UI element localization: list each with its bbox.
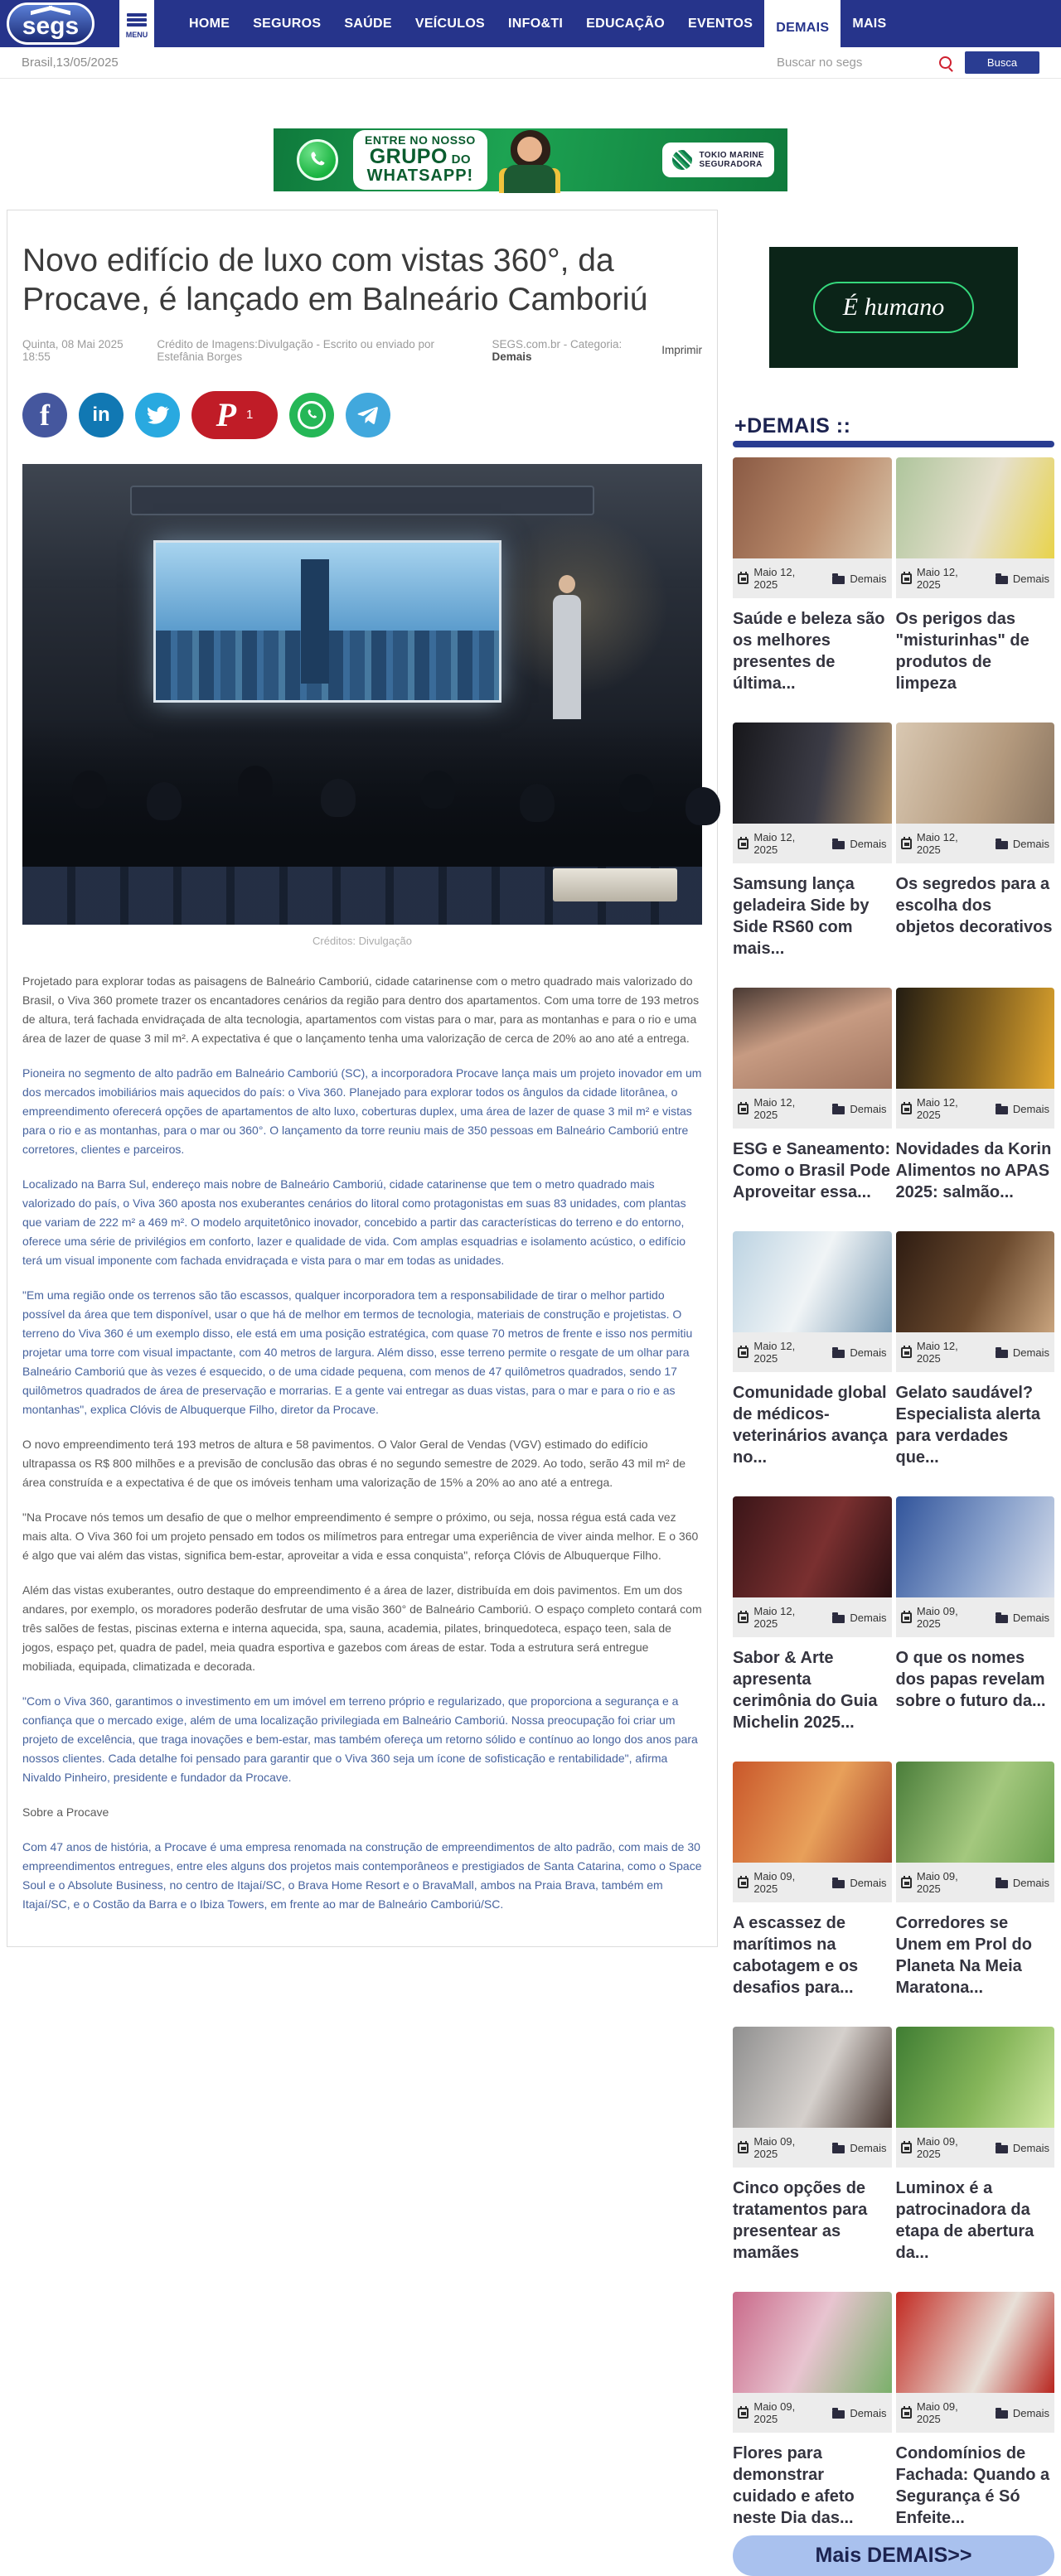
card-category[interactable]: Demais: [850, 1346, 887, 1359]
card-meta: [733, 558, 892, 598]
whatsapp-icon: [297, 139, 338, 181]
hamburger-icon: [127, 13, 147, 17]
search-icon[interactable]: [939, 56, 952, 69]
photo-presenter: [553, 595, 581, 719]
whatsapp-share-icon[interactable]: [289, 393, 334, 437]
card-meta: [733, 2393, 892, 2433]
folder-icon: [832, 1615, 845, 1623]
more-demais-button[interactable]: Mais DEMAIS>>: [733, 2535, 1054, 2576]
calendar-icon: [738, 573, 749, 584]
calendar-icon: [738, 1612, 749, 1623]
related-card[interactable]: [733, 457, 892, 694]
ad-text: É humano: [813, 282, 975, 333]
card-category[interactable]: Demais: [1012, 1611, 1049, 1624]
section-underline: [733, 441, 1054, 447]
twitter-share-icon[interactable]: [135, 393, 180, 437]
card-thumbnail[interactable]: [896, 2027, 1055, 2128]
card-meta: [733, 1597, 892, 1637]
folder-icon: [832, 2410, 845, 2419]
article-paragraph: Além das vistas exuberantes, outro destaque do empreendimento é a área de lazer, distribuída em dois pavimentos. Em um dos andares, por exemplo, os moradores poderão desfrutar de uma visão 360° de Balneário Camboriú. O espaço completo contará com três salões de festas, piscinas externa e interna aquecida, spa, sauna, academia, pilates, brinquedoteca, espaço teen, sala de jogos, espaço pet, quadra de padel, meia quadra esportiva e gazebos com áreas de estar. Toda a estrutura será entregue mobiliada, equipada, climatizada e decorada.: [22, 1583, 702, 1673]
related-card[interactable]: [733, 1496, 892, 1733]
byline: [22, 338, 702, 363]
calendar-icon: [901, 839, 912, 849]
card-meta: [733, 1332, 892, 1372]
demais-section-header: [733, 414, 1054, 447]
print-link[interactable]: Imprimir: [661, 344, 702, 357]
related-card[interactable]: [733, 1231, 892, 1468]
card-title[interactable]: Samsung lança geladeira Side by Side RS60 com mais...: [733, 875, 870, 958]
calendar-icon: [738, 2143, 749, 2153]
card-thumbnail[interactable]: [733, 2027, 892, 2128]
related-card[interactable]: [896, 2292, 1055, 2529]
card-date: Maio 12, 2025: [753, 831, 796, 856]
card-thumbnail[interactable]: [896, 723, 1055, 824]
folder-icon: [832, 1350, 845, 1358]
card-thumbnail[interactable]: [896, 1231, 1055, 1332]
calendar-icon: [901, 2143, 912, 2153]
telegram-share-icon[interactable]: [346, 393, 390, 437]
card-category[interactable]: Demais: [1012, 2141, 1049, 2154]
card-meta: [896, 824, 1055, 863]
calendar-icon: [738, 1878, 749, 1888]
card-thumbnail[interactable]: [733, 723, 892, 824]
card-title[interactable]: Corredores se Unem em Prol do Planeta Na Meia Maratona...: [895, 1914, 1032, 1997]
card-meta: [733, 2128, 892, 2168]
card-title[interactable]: O que os nomes dos papas revelam sobre o futuro da...: [895, 1649, 1046, 1710]
calendar-icon: [738, 839, 749, 849]
folder-icon: [996, 1880, 1008, 1888]
card-meta: [733, 1863, 892, 1902]
main-content: [0, 210, 1061, 2576]
card-date: Maio 12, 2025: [753, 1096, 796, 1121]
segs-logo[interactable]: [7, 2, 94, 45]
card-date: Maio 12, 2025: [916, 1096, 958, 1121]
related-card[interactable]: [896, 1496, 1055, 1733]
card-category[interactable]: Demais: [1012, 572, 1049, 585]
card-title[interactable]: Luminox é a patrocinadora da etapa de abertura da...: [895, 2179, 1034, 2262]
article-paragraph: "Em uma região onde os terrenos são tão escassos, qualquer incorporadora tem a responsabilidade de tirar o melhor partido possível da área que tem disponível, usar o que há de melhor em termos de tecnologia, materiais de construção e projetistas. O terreno do Viva 360 é um exemplo disso, ele está em uma posição estratégica, com quase 70 metros de frente e isso nos permitiu projetar uma torre com visual impactante, com 40 metros de largura. Além disso, esse terreno permite o resgate de um olhar para Balneário Camboriú que às vezes é esquecido, o de uma cidade pequena, com menos de 47 quilômetros quadrados, sendo 17 quilômetros quadrados de área de preservação e morrarias. E a gente vai entregar as duas vistas, para o mar e para o rio e as montanhas", explica Clóvis de Albuquerque Filho, diretor da Procave.: [22, 1288, 693, 1416]
related-card[interactable]: [896, 1231, 1055, 1468]
card-date: Maio 09, 2025: [916, 1870, 958, 1895]
card-title[interactable]: Flores para demonstrar cuidado e afeto neste Dia das...: [733, 2444, 855, 2527]
card-date: Maio 12, 2025: [916, 566, 958, 591]
related-card[interactable]: [896, 1762, 1055, 1998]
card-meta: [896, 1332, 1055, 1372]
social-share-row: [22, 391, 702, 439]
search-button[interactable]: Busca: [965, 51, 1039, 74]
card-meta: [733, 1089, 892, 1129]
folder-icon: [832, 1880, 845, 1888]
folder-icon: [996, 1350, 1008, 1358]
calendar-icon: [738, 1104, 749, 1114]
article-date: Quinta, 08 Mai 2025 18:55: [22, 337, 124, 363]
card-title[interactable]: Sabor & Arte apresenta cerimônia do Guia Michelin 2025...: [733, 1649, 878, 1732]
nav-item-veiculos[interactable]: VEÍCULOS: [414, 16, 486, 31]
article: [7, 210, 718, 1947]
banner-wrap: [0, 128, 1061, 191]
related-card[interactable]: [733, 1762, 892, 1998]
whatsapp-group-banner[interactable]: [274, 128, 787, 191]
facebook-share-icon[interactable]: f: [22, 393, 67, 437]
card-thumbnail[interactable]: [733, 2292, 892, 2393]
card-category[interactable]: Demais: [850, 2141, 887, 2154]
card-thumbnail[interactable]: [733, 1496, 892, 1597]
tokio-marine-logo: TOKIO MARINE SEGURADORA: [662, 143, 774, 177]
card-thumbnail[interactable]: [896, 457, 1055, 558]
article-paragraph: Com 47 anos de história, a Procave é uma empresa renomada na construção de empreendimentos de alto padrão, com mais de 30 empreendimentos entregues, entre eles alguns dos projetos mais contemporâneos e prestigiados de Santa Catarina, como o Space Soul e o Absolute Business, no centro de Itajaí/SC, o Brava Home Resort e o BravaMall, ambos na Praia Brava, também em Itajaí/SC, e o Costão da Barra e o Ibiza Towers, em frente ao mar de Balneário Camboriú/SC.: [22, 1839, 702, 1911]
card-meta: [896, 1863, 1055, 1902]
banner-text: ENTRE NO NOSSO GRUPO DO WHATSAPP!: [353, 130, 487, 189]
category-link[interactable]: Demais: [492, 350, 532, 363]
related-card[interactable]: [896, 2027, 1055, 2264]
card-date: Maio 09, 2025: [753, 2135, 796, 2160]
folder-icon: [996, 576, 1008, 584]
folder-icon: [996, 2145, 1008, 2153]
article-paragraph: Sobre a Procave: [22, 1805, 109, 1819]
related-card[interactable]: [896, 723, 1055, 959]
related-card[interactable]: [733, 988, 892, 1203]
article-photo: [22, 464, 702, 925]
photo-presentation-screen: [153, 540, 501, 703]
related-card[interactable]: [896, 457, 1055, 694]
card-date: Maio 12, 2025: [916, 831, 958, 856]
section-title: +DEMAIS ::: [734, 414, 851, 437]
sidebar: [733, 210, 1054, 2576]
calendar-icon: [901, 2408, 912, 2419]
article-paragraph: Projetado para explorar todas as paisagens de Balneário Camboriú, cidade catarinense com o metro quadrado mais valorizado do Brasil, o Viva 360 promete trazer os encantadores cenários da região para dentro dos apartamentos. Com uma torre de 193 metros de altura, terá fachada envidraçada de alta tecnologia, apartamentos com vistas para o mar, para as montanhas e para o rio e uma área de lazer de quase 3 mil m². A expectativa é que o lançamento tenha uma valorização de cerca de 20% ao ano até a entrega.: [22, 974, 700, 1045]
card-category[interactable]: Demais: [1012, 2406, 1049, 2419]
nav-item-seguros[interactable]: SEGUROS: [253, 16, 322, 31]
card-date: Maio 12, 2025: [753, 1605, 796, 1630]
calendar-icon: [901, 1878, 912, 1888]
folder-icon: [832, 1106, 845, 1114]
folder-icon: [832, 841, 845, 849]
card-category[interactable]: Demais: [1012, 1346, 1049, 1359]
card-thumbnail[interactable]: [733, 1231, 892, 1332]
main-nav: [177, 0, 899, 47]
folder-icon: [996, 841, 1008, 849]
card-meta: [896, 1089, 1055, 1129]
folder-icon: [832, 2145, 845, 2153]
calendar-icon: [901, 1104, 912, 1114]
card-category[interactable]: Demais: [850, 1102, 887, 1115]
card-thumbnail[interactable]: [896, 1496, 1055, 1597]
article-paragraph: O novo empreendimento terá 193 metros de altura e 58 pavimentos. O Valor Geral de Vendas (VGV) estimado do edifício ultrapassa os R$ 800 milhões e a previsão de conclusão das obras é no segundo semestre de 2029. Ao todo, serão 43 mil m² de área construída e a expectativa é de que os imóveis tenham uma valorização de 15% a 20% ao ano até a entrega.: [22, 1437, 686, 1489]
pinterest-share-icon[interactable]: P 1: [191, 391, 278, 439]
card-category[interactable]: Demais: [850, 572, 887, 585]
card-meta: [733, 824, 892, 863]
card-title[interactable]: Cinco opções de tratamentos para presentear as mamães: [733, 2179, 868, 2262]
article-credit: Crédito de Imagens:Divulgação - Escrito ou enviado por Estefânia Borges: [157, 337, 435, 363]
card-category[interactable]: Demais: [1012, 1102, 1049, 1115]
nav-item-mais[interactable]: MAIS: [852, 16, 887, 31]
nav-item-demais[interactable]: DEMAIS: [764, 0, 841, 56]
tokio-marine-mark-icon: [672, 150, 692, 170]
page-title: Novo edifício de luxo com vistas 360°, da Procave, é lançado em Balneário Camboriú: [22, 243, 648, 317]
card-date: Maio 09, 2025: [753, 2400, 796, 2425]
calendar-icon: [738, 2408, 749, 2419]
card-date: Maio 12, 2025: [753, 566, 796, 591]
calendar-icon: [901, 1612, 912, 1623]
linkedin-share-icon[interactable]: in: [79, 393, 124, 437]
card-category[interactable]: Demais: [850, 1876, 887, 1889]
pinterest-count: 1: [246, 408, 254, 423]
article-body: [22, 972, 702, 1914]
card-thumbnail[interactable]: [733, 1762, 892, 1863]
folder-icon: [832, 576, 845, 584]
calendar-icon: [738, 1347, 749, 1358]
card-title[interactable]: Comunidade global de médicos-veterinários avança no...: [733, 1384, 888, 1467]
related-card[interactable]: [733, 723, 892, 959]
calendar-icon: [901, 1347, 912, 1358]
card-meta: [896, 1597, 1055, 1637]
card-date: Maio 09, 2025: [753, 1870, 796, 1895]
card-meta: [896, 558, 1055, 598]
photo-caption: Créditos: Divulgação: [312, 934, 412, 947]
card-date: Maio 09, 2025: [916, 2400, 958, 2425]
card-title[interactable]: Novidades da Korin Alimentos no APAS 2025: salmão...: [895, 1140, 1052, 1201]
nav-item-home[interactable]: HOME: [189, 16, 230, 31]
card-thumbnail[interactable]: [733, 457, 892, 558]
search-input[interactable]: [777, 56, 926, 70]
card-date: Maio 12, 2025: [916, 1340, 958, 1365]
card-title[interactable]: ESG e Saneamento: Como o Brasil Pode Aproveitar essa...: [733, 1140, 891, 1201]
menu-label: MENU: [125, 30, 148, 39]
card-thumbnail[interactable]: [896, 988, 1055, 1089]
nav-item-infoti[interactable]: INFO&TI: [508, 16, 564, 31]
card-title[interactable]: Os segredos para a escolha dos objetos decorativos: [895, 875, 1053, 936]
card-category[interactable]: Demais: [1012, 837, 1049, 850]
card-title[interactable]: Os perigos das "misturinhas" de produtos de limpeza: [895, 610, 1030, 693]
nav-item-eventos[interactable]: EVENTOS: [688, 16, 753, 31]
card-category[interactable]: Demais: [850, 1611, 887, 1624]
article-paragraph: "Na Procave nós temos um desafio de que o melhor empreendimento é sempre o próximo, ou seja, nossa régua está cada vez mais alta. O Viva 360 foi um projeto pensado em todos os milímetros para entregar uma experiência de viver ainda melhor. E o 360 é algo que vai além das vistas, significa bem-estar, aproveitar a vida e essa conquista", reforça Clóvis de Albuquerque Filho.: [22, 1510, 699, 1562]
folder-icon: [996, 1106, 1008, 1114]
nav-item-saude[interactable]: SAÚDE: [344, 16, 392, 31]
e-humano-ad[interactable]: [769, 247, 1018, 368]
card-thumbnail[interactable]: [896, 1762, 1055, 1863]
article-paragraph: Localizado na Barra Sul, endereço mais nobre de Balneário Camboriú, cidade catarinense que tem o metro quadrado mais valorizado do país, o Viva 360 aposta nos exuberantes cenários do litoral como protagonistas em suas 83 unidades, com plantas que variam de 222 m² a 469 m². O modelo arquitetônico inovador, concebido a partir das características do terreno e do entorno, oferece uma série de privilégios em conforto, lazer e qualidade de vida. Com amplas esquadrias e isolamento acústico, o edifício terá um visual imponente com fachada envidraçada e vista para o mar em todas as unidades.: [22, 1177, 686, 1267]
related-card[interactable]: [733, 2292, 892, 2529]
card-date: Maio 09, 2025: [916, 1605, 958, 1630]
card-category[interactable]: Demais: [850, 2406, 887, 2419]
article-paragraph: "Com o Viva 360, garantimos o investimento em um imóvel em terreno próprio e regularizado, que proporciona a segurança e a confiança que o mercado exige, além de uma localização privilegiada em Balneário Camboriú. Nossa preocupação foi criar um projeto de excelência, que traga inovações e bem-estar, mas também ofereça um retorno sólido e contínuo ao longo dos anos para nossos clientes. Cada detalhe foi pensado para garantir que o Viva 360 seja um ícone de sofisticação e rentabilidade", afirma Nivaldo Pinheiro, presidente e fundador da Procave.: [22, 1694, 698, 1784]
related-card[interactable]: [896, 988, 1055, 1203]
card-thumbnail[interactable]: [733, 988, 892, 1089]
card-meta: [896, 2393, 1055, 2433]
related-card[interactable]: [733, 2027, 892, 2264]
banner-person-illustration: [492, 128, 567, 191]
card-thumbnail[interactable]: [896, 2292, 1055, 2393]
calendar-icon: [901, 573, 912, 584]
subheader: [0, 47, 1061, 79]
card-title[interactable]: A escassez de marítimos na cabotagem e os desafios para...: [733, 1914, 859, 1997]
related-cards-grid: [733, 457, 1054, 2529]
folder-icon: [996, 2410, 1008, 2419]
card-category[interactable]: Demais: [1012, 1876, 1049, 1889]
article-paragraph: Pioneira no segmento de alto padrão em Balneário Camboriú (SC), a incorporadora Procave lança mais um projeto inovador em um dos mercados imobiliários mais aquecidos do país: o Viva 360. Planejado para explorar todos os ângulos da cidade litorânea, o empreendimento oferecerá opções de apartamentos de alto luxo, coberturas duplex, uma área de lazer de quase 3 mil m² e vistas para o rio e as montanhas, para o mar ou 360°. O lançamento da torre reuniu mais de 350 pessoas em Balneário Camboriú entre corretores, clientes e parceiros.: [22, 1066, 702, 1156]
card-meta: [896, 2128, 1055, 2168]
card-title[interactable]: Condomínios de Fachada: Quando a Segurança é Só Enfeite...: [895, 2444, 1050, 2527]
article-source: SEGS.com.br - Categoria: Demais: [492, 337, 623, 363]
nav-item-educacao[interactable]: EDUCAÇÃO: [586, 16, 665, 31]
card-category[interactable]: Demais: [850, 837, 887, 850]
card-date: Maio 09, 2025: [916, 2135, 958, 2160]
card-title[interactable]: Gelato saudável? Especialista alerta para verdades que...: [895, 1384, 1041, 1467]
folder-icon: [996, 1615, 1008, 1623]
location-date: Brasil,13/05/2025: [22, 56, 119, 70]
top-navbar: [0, 0, 1061, 47]
menu-button[interactable]: [119, 0, 154, 51]
card-title[interactable]: Saúde e beleza são os melhores presentes de última...: [733, 610, 885, 693]
card-date: Maio 12, 2025: [753, 1340, 796, 1365]
logo-text: segs: [22, 12, 80, 40]
